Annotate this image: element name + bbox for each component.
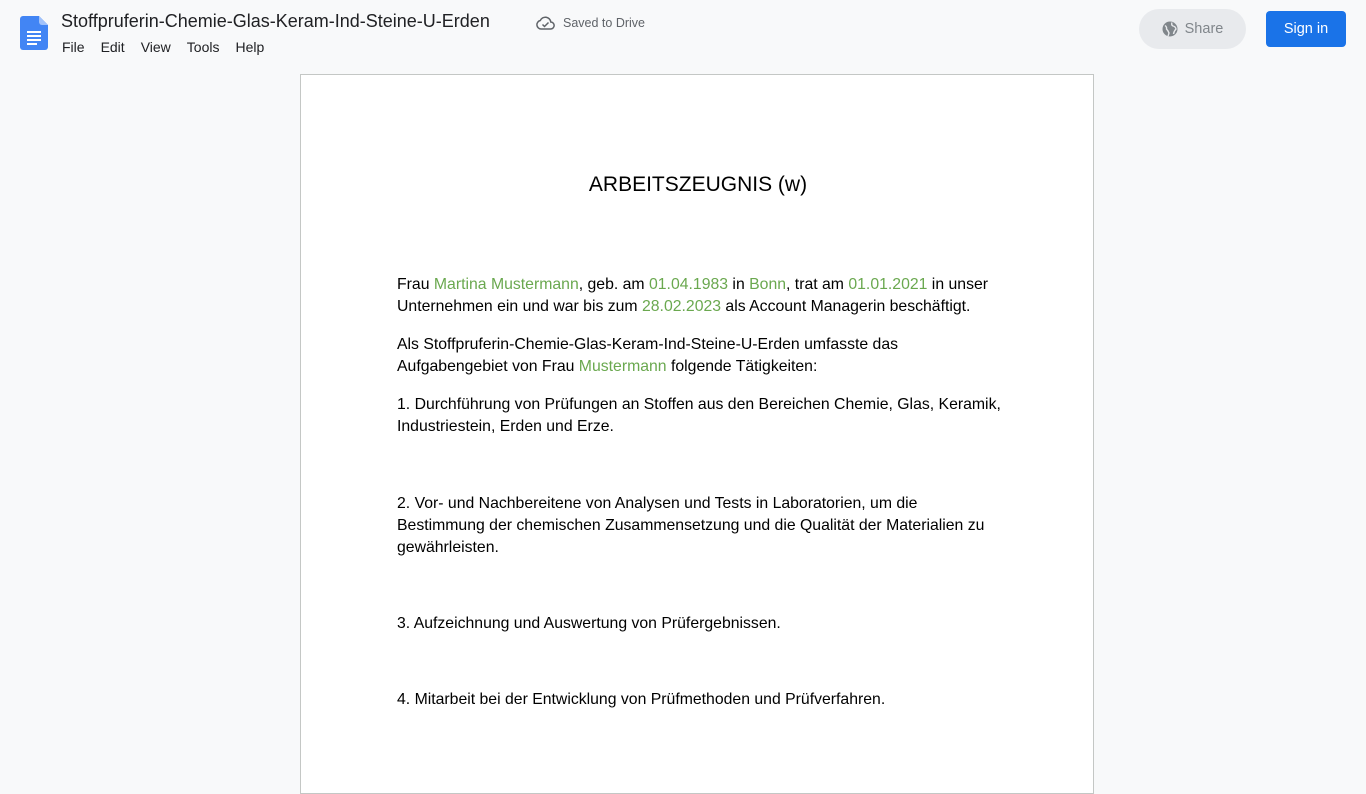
menu-edit[interactable]: Edit — [100, 39, 125, 55]
intro-text: , geb. am — [578, 276, 649, 293]
task-item-1: 1. Durchführung von Prüfungen an Stoffen aus den Bereichen Chemie, Glas, Keramik, Industriestein, Erden und Erze. — [397, 396, 1001, 435]
tasks-intro-text: Als Stoffpruferin-Chemie-Glas-Keram-Ind-Steine-U-Erden umfasste das Aufgabengebiet von Frau — [397, 336, 899, 375]
saved-status[interactable] — [536, 13, 645, 33]
document-heading: ARBEITSZEUGNIS (w) — [588, 173, 808, 196]
menu-bar — [54, 36, 272, 58]
intro-text: als Account Managerin beschäftigt. — [721, 298, 971, 315]
employee-name: Martina Mustermann — [433, 276, 579, 293]
menu-tools[interactable]: Tools — [186, 39, 220, 55]
intro-paragraph — [397, 274, 1007, 318]
menu-file[interactable]: File — [62, 39, 85, 55]
intro-text: in unser Unternehmen ein und war bis zum — [397, 276, 989, 315]
tasks-intro-text: folgende Tätigkeiten: — [666, 358, 818, 375]
menu-help[interactable]: Help — [235, 39, 265, 55]
menu-view[interactable]: View — [140, 39, 171, 55]
globe-icon — [1162, 21, 1178, 37]
task-item-2: 2. Vor- und Nachbereitene von Analysen und Tests in Laboratorien, um die Bestimmung der chemischen Zusammensetzung und die Qualität der Materialien zu gewährleisten. — [397, 495, 985, 556]
intro-text: , trat am — [786, 276, 849, 293]
sign-in-button[interactable]: Sign in — [1266, 11, 1346, 47]
employee-surname: Mustermann — [578, 358, 667, 375]
share-label: Share — [1184, 21, 1224, 37]
start-date: 01.01.2021 — [848, 276, 928, 293]
document-title[interactable]: Stoffpruferin-Chemie-Glas-Keram-Ind-Steine-U-Erden — [61, 11, 490, 31]
intro-text: Frau — [397, 276, 434, 293]
saved-status-label: Saved to Drive — [563, 16, 645, 30]
share-button[interactable] — [1139, 9, 1246, 49]
top-bar — [0, 0, 1366, 64]
intro-text: in — [728, 276, 750, 293]
end-date: 28.02.2023 — [641, 298, 722, 315]
birth-city: Bonn — [749, 276, 787, 293]
cloud-done-icon — [536, 16, 555, 30]
birth-date: 01.04.1983 — [648, 276, 729, 293]
google-docs-icon[interactable] — [20, 16, 48, 50]
task-item-4: 4. Mitarbeit bei der Entwicklung von Prüfmethoden und Prüfverfahren. — [397, 691, 886, 708]
document-page[interactable] — [300, 74, 1094, 794]
tasks-intro-paragraph — [397, 334, 1007, 378]
task-item-3: 3. Aufzeichnung und Auswertung von Prüfergebnissen. — [397, 615, 781, 632]
